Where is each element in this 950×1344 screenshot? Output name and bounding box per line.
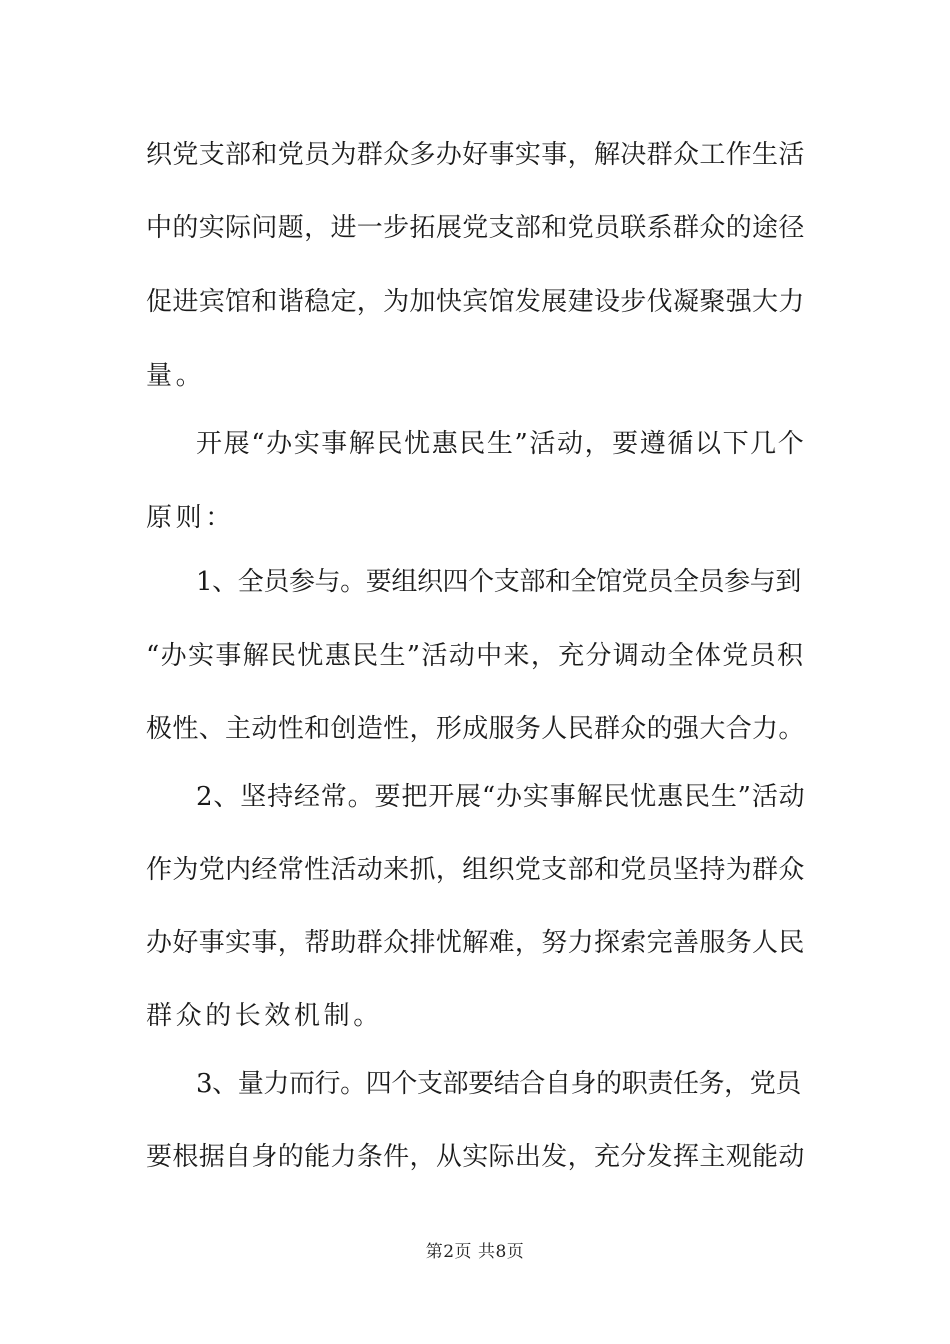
text-line-14: 3、量力而行。四个支部要结合自身的职责任务，党员	[196, 1069, 801, 1099]
text-line-7: 1、全员参与。要组织四个支部和全馆党员全员参与到	[196, 567, 801, 597]
text-line-5: 开展“办实事解民忧惠民生”活动，要遵循以下几个	[196, 429, 806, 459]
text-line-13: 群众的长效机制。	[146, 1001, 383, 1031]
text-line-10: 2、坚持经常。要把开展“办实事解民忧惠民生”活动	[196, 782, 806, 812]
text-line-2: 中的实际问题，进一步拓展党支部和党员联系群众的途径	[146, 213, 805, 243]
text-line-1: 织党支部和党员为群众多办好事实事，解决群众工作生活	[146, 140, 805, 170]
text-line-3: 促进宾馆和谐稳定，为加快宾馆发展建设步伐凝聚强大力	[146, 287, 805, 317]
text-line-6: 原则：	[146, 503, 235, 533]
text-line-9: 极性、主动性和创造性，形成服务人民群众的强大合力。	[146, 714, 805, 744]
page-number-footer: 第2页 共8页	[425, 1242, 525, 1262]
text-line-12: 办好事实事，帮助群众排忧解难，努力探索完善服务人民	[146, 928, 805, 958]
text-line-11: 作为党内经常性活动来抓，组织党支部和党员坚持为群众	[146, 855, 805, 885]
text-line-15: 要根据自身的能力条件，从实际出发，充分发挥主观能动	[146, 1142, 805, 1172]
text-line-8: “办实事解民忧惠民生”活动中来，充分调动全体党员积	[146, 641, 805, 671]
text-line-4: 量。	[146, 361, 206, 391]
